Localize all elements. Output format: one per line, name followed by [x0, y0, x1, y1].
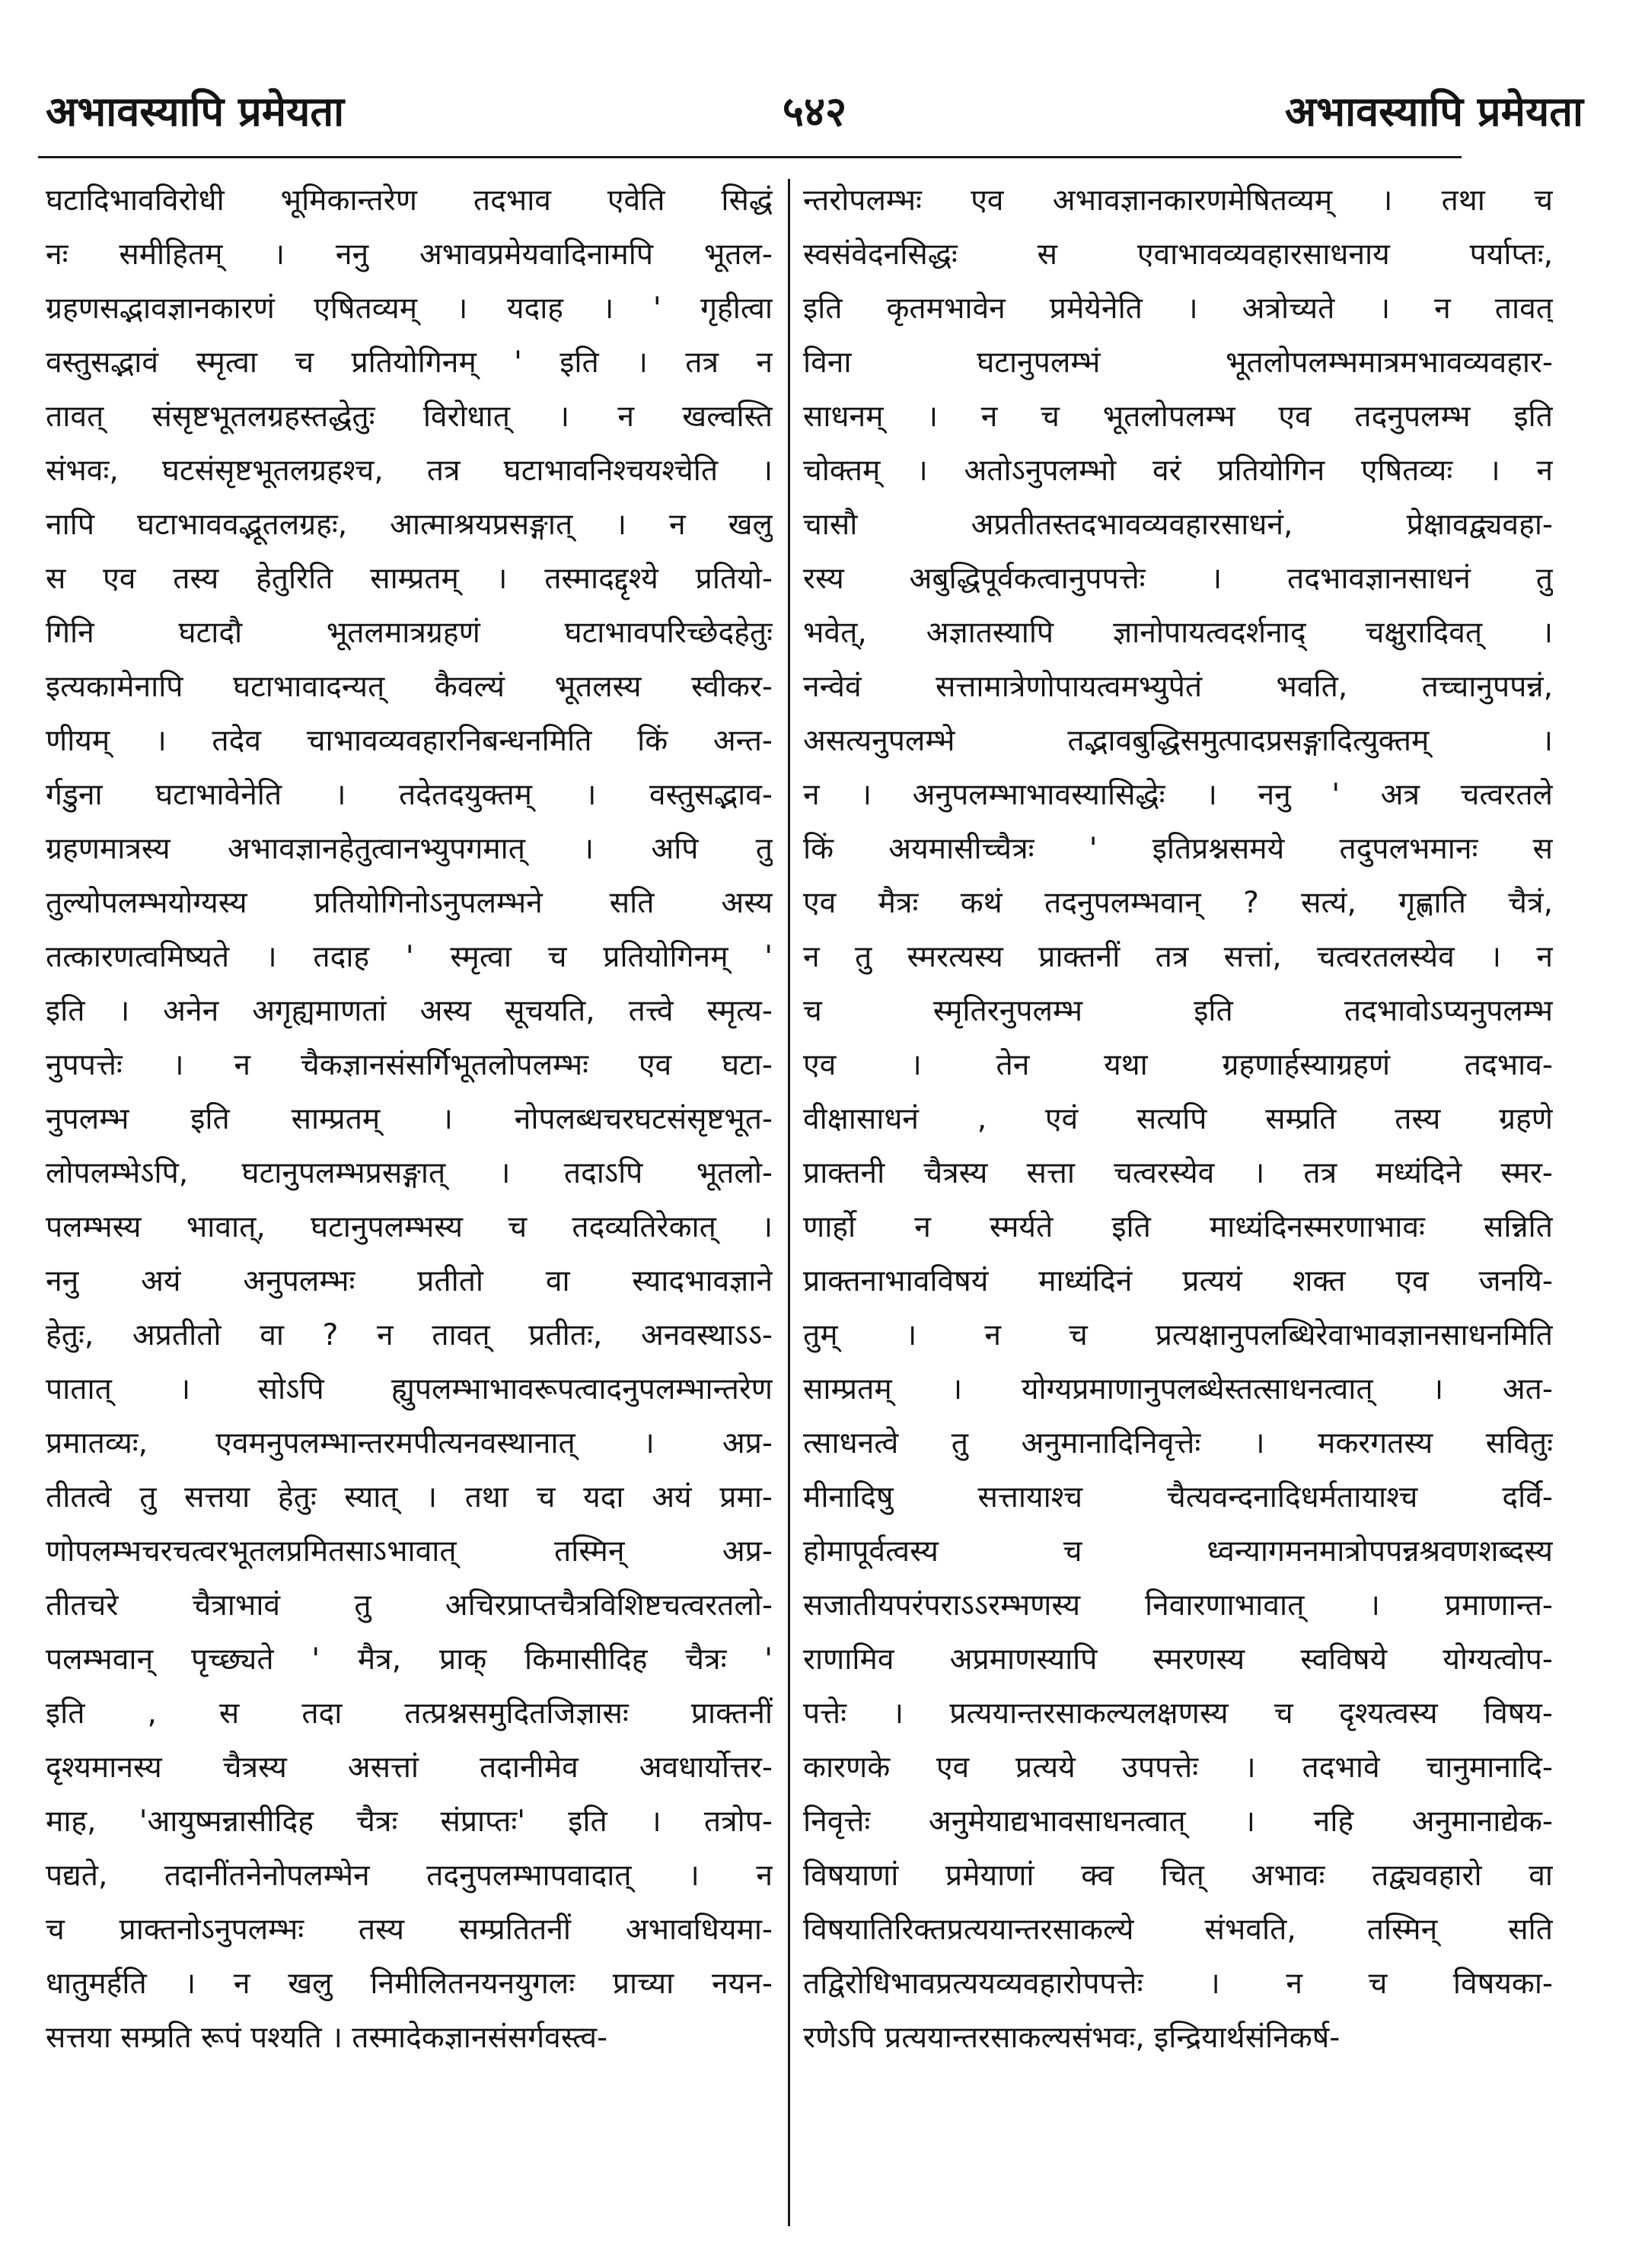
text-line: चासौ अप्रतीतस्तदभावव्यवहारसाधनं, प्रेक्षावद्व्यवहा- [803, 508, 1553, 542]
text-line: पातात् । सोऽपि ह्युपलम्भाभावरूपत्वादनुपलम्भान्तरेण [46, 1372, 773, 1406]
text-line: पलम्भवान् पृच्छ्यते ' मैत्र, प्राक् किमासीदिह चैत्रः ' [46, 1642, 773, 1677]
text-line: इति । अनेन अगृह्यमाणतां अस्य सूचयति, तत्त्वे स्मृत्य- [46, 994, 773, 1028]
text-line: च स्मृतिरनुपलम्भ इति तदभावोऽप्यनुपलम्भ [803, 994, 1553, 1028]
running-title-left: अभावस्यापि प्रमेयता [46, 88, 345, 135]
text-line: नापि घटाभाववद्भूतलग्रहः, आत्माश्रयप्रसङ्गात् । न खलु [46, 508, 773, 542]
text-line: किं अयमासीच्चैत्रः ' इतिप्रश्नसमये तदुपलभमानः स [803, 832, 1553, 866]
text-line: दृश्यमानस्य चैत्रस्य असत्तां तदानीमेव अवधार्योत्तर- [46, 1750, 773, 1785]
text-line: न तु स्मरत्यस्य प्राक्तनीं तत्र सत्तां, चत्वरतलस्येव । न [803, 940, 1553, 974]
text-line: वस्तुसद्भावं स्मृत्वा च प्रतियोगिनम् ' इति । तत्र न [46, 346, 773, 380]
column-divider [788, 179, 790, 2226]
text-line: साम्प्रतम् । योग्यप्रमाणानुपलब्धेस्तत्साधनत्वात् । अत- [803, 1372, 1553, 1406]
text-line: राणामिव अप्रमाणस्यापि स्मरणस्य स्वविषये योग्यत्वोप- [803, 1642, 1553, 1677]
text-line: रणेऽपि प्रत्ययान्तरसाकल्यसंभवः, इन्द्रियार्थसंनिकर्ष- [803, 2021, 1341, 2055]
page-number: ५४२ [782, 88, 847, 135]
text-line: विषयातिरिक्तप्रत्ययान्तरसाकल्ये संभवति, तस्मिन् सति [803, 1913, 1553, 1947]
text-line: मीनादिषु सत्तायाश्च चैत्यवन्दनादिधर्मतायाश्च दर्वि- [803, 1480, 1553, 1515]
text-line: ननु अयं अनुपलम्भः प्रतीतो वा स्यादभावज्ञाने [46, 1264, 773, 1298]
text-line: तीतत्वे तु सत्तया हेतुः स्यात् । तथा च यदा अयं प्रमा- [46, 1480, 773, 1515]
text-line: कारणके एव प्रत्यये उपपत्तेः । तदभावे चानुमानादि- [803, 1750, 1553, 1785]
left-column [46, 174, 773, 2228]
text-line: रस्य अबुद्धिपूर्वकत्वानुपपत्तेः । तदभावज्ञानसाधनं तु [803, 562, 1553, 596]
text-line: तावत् संसृष्टभूतलग्रहस्तद्धेतुः विरोधात् । न खल्वस्ति [46, 400, 773, 434]
text-line: प्रमातव्यः, एवमनुपलम्भान्तरमपीत्यनवस्थानात् । अप्र- [46, 1426, 773, 1461]
text-line: माह, 'आयुष्मन्नासीदिह चैत्रः संप्राप्तः' इति । तत्रोप- [46, 1805, 773, 1839]
text-line: पत्तेः । प्रत्ययान्तरसाकल्यलक्षणस्य च दृश्यत्वस्य विषय- [803, 1696, 1553, 1731]
text-line: र्गडुना घटाभावेनेति । तदेतदयुक्तम् । वस्तुसद्भाव- [46, 778, 773, 812]
text-line: इत्यकामेनापि घटाभावादन्यत् कैवल्यं भूतलस्य स्वीकर- [46, 670, 773, 704]
text-line: प्राक्तनाभावविषयं माध्यंदिनं प्रत्ययं शक्त एव जनयि- [803, 1264, 1553, 1298]
text-line: गिनि घटादौ भूतलमात्रग्रहणं घटाभावपरिच्छेदहेतुः [46, 616, 773, 650]
text-line: न । अनुपलम्भाभावस्यासिद्धेः । ननु ' अत्र चत्वरतले [803, 778, 1553, 812]
page-header [46, 70, 1583, 154]
text-line: तत्कारणत्वमिष्यते । तदाह ' स्मृत्वा च प्रतियोगिनम् ' [46, 940, 773, 974]
text-line: होमापूर्वत्वस्य च ध्वन्यागमनमात्रोपपन्नश्रवणशब्दस्य [803, 1534, 1553, 1569]
text-line: सत्तया सम्प्रति रूपं पश्यति । तस्मादेकज्ञानसंसर्गवस्त्व- [46, 2021, 608, 2055]
text-line: सजातीयपरंपराऽऽरम्भणस्य निवारणाभावात् । प्रमाणान्त- [803, 1588, 1553, 1623]
text-line: स एव तस्य हेतुरिति साम्प्रतम् । तस्मादद्दृश्ये प्रतियो- [46, 562, 773, 596]
text-line: नुपलम्भ इति साम्प्रतम् । नोपलब्धचरघटसंसृष्टभूत- [46, 1102, 773, 1136]
text-line: तुल्योपलम्भयोग्यस्य प्रतियोगिनोऽनुपलम्भने सति अस्य [46, 886, 773, 920]
text-line: विना घटानुपलम्भं भूतलोपलम्भमात्रमभावव्यवहार- [803, 346, 1553, 380]
text-line: चोक्तम् । अतोऽनुपलम्भो वरं प्रतियोगिन एषितव्यः । न [803, 454, 1553, 488]
text-line: संभवः, घटसंसृष्टभूतलग्रहश्च, तत्र घटाभावनिश्चयश्चेति । [46, 454, 773, 488]
text-line: निवृत्तेः अनुमेयाद्यभावसाधनत्वात् । नहि अनुमानाद्येक- [803, 1805, 1553, 1839]
text-line: च प्राक्तनोऽनुपलम्भः तस्य सम्प्रतितनीं अभावधियमा- [46, 1913, 773, 1947]
text-line: भवेत्, अज्ञातस्यापि ज्ञानोपायत्वदर्शनाद् चक्षुरादिवत् । [803, 616, 1553, 650]
text-line: पलम्भस्य भावात्, घटानुपलम्भस्य च तदव्यतिरेकात् । [46, 1210, 773, 1244]
text-line: स्वसंवेदनसिद्धः स एवाभावव्यवहारसाधनाय पर्याप्तः, [803, 237, 1553, 272]
text-line: नः समीहितम् । ननु अभावप्रमेयवादिनामपि भूतल- [46, 237, 773, 272]
text-line: णार्हो न स्मर्यते इति माध्यंदिनस्मरणाभावः सन्निति [803, 1210, 1553, 1244]
text-line: इति कृतमभावेन प्रमेयेनेति । अत्रोच्यते । न तावत् [803, 291, 1553, 326]
text-line: ग्रहणसद्भावज्ञानकारणं एषितव्यम् । यदाह । ' गृहीत्वा [46, 291, 773, 326]
text-line: लोपलम्भेऽपि, घटानुपलम्भप्रसङ्गात् । तदाऽपि भूतलो- [46, 1156, 773, 1190]
text-line: तद्विरोधिभावप्रत्ययव्यवहारोपपत्तेः । न च विषयका- [803, 1967, 1553, 2001]
text-line: नन्वेवं सत्तामात्रेणोपायत्वमभ्युपेतं भवति, तच्चानुपपन्नं, [803, 670, 1553, 704]
text-line: न्तरोपलम्भः एव अभावज्ञानकारणमेषितव्यम् । तथा च [803, 183, 1553, 218]
text-line: इति , स तदा तत्प्रश्नसमुदितजिज्ञासः प्राक्तनीं [46, 1696, 773, 1731]
text-line: प्राक्तनी चैत्रस्य सत्ता चत्वरस्येव । तत्र मध्यंदिने स्मर- [803, 1156, 1553, 1190]
text-line: साधनम् । न च भूतलोपलम्भ एव तदनुपलम्भ इति [803, 400, 1553, 434]
text-line: असत्यनुपलम्भे तद्भावबुद्धिसमुत्पादप्रसङ्गादित्युक्तम् । [803, 724, 1553, 758]
text-line: त्साधनत्वे तु अनुमानादिनिवृत्तेः । मकरगतस्य सवितुः [803, 1426, 1553, 1461]
text-line: णीयम् । तदेव चाभावव्यवहारनिबन्धनमिति किं अन्त- [46, 724, 773, 758]
text-line: णोपलम्भचरचत्वरभूतलप्रमितसाऽभावात् तस्मिन् अप्र- [46, 1534, 773, 1569]
header-rule [38, 156, 1462, 158]
text-line: विषयाणां प्रमेयाणां क्व चित् अभावः तद्व्यवहारो वा [803, 1859, 1553, 1893]
text-line: घटादिभावविरोधी भूमिकान्तरेण तदभाव एवेति सिद्धं [46, 183, 773, 218]
right-column [803, 174, 1553, 2228]
text-line: तुम् । न च प्रत्यक्षानुपलब्धिरेवाभावज्ञानसाधनमिति [803, 1318, 1553, 1352]
text-line: हेतुः, अप्रतीतो वा ? न तावत् प्रतीतः, अनवस्थाऽऽ- [46, 1318, 773, 1352]
text-line: नुपपत्तेः । न चैकज्ञानसंसर्गिभूतलोपलम्भः एव घटा- [46, 1048, 773, 1082]
text-line: ग्रहणमात्रस्य अभावज्ञानहेतुत्वानभ्युपगमात् । अपि तु [46, 832, 773, 866]
text-line: तीतचरे चैत्राभावं तु अचिरप्राप्तचैत्रविशिष्टचत्वरतलो- [46, 1588, 773, 1623]
text-line: पद्यते, तदानींतनेनोपलम्भेन तदनुपलम्भापवादात् । न [46, 1859, 773, 1893]
text-line: एव मैत्रः कथं तदनुपलम्भवान् ? सत्यं, गृह्णाति चैत्रं, [803, 886, 1553, 920]
text-line: एव । तेन यथा ग्रहणार्हस्याग्रहणं तदभाव- [803, 1048, 1553, 1082]
running-title-right: अभावस्यापि प्रमेयता [1284, 88, 1583, 135]
text-line: धातुमर्हति । न खलु निमीलितनयनयुगलः प्राच्या नयन- [46, 1967, 773, 2001]
text-line: वीक्षासाधनं , एवं सत्यपि सम्प्रति तस्य ग्रहणे [803, 1102, 1553, 1136]
